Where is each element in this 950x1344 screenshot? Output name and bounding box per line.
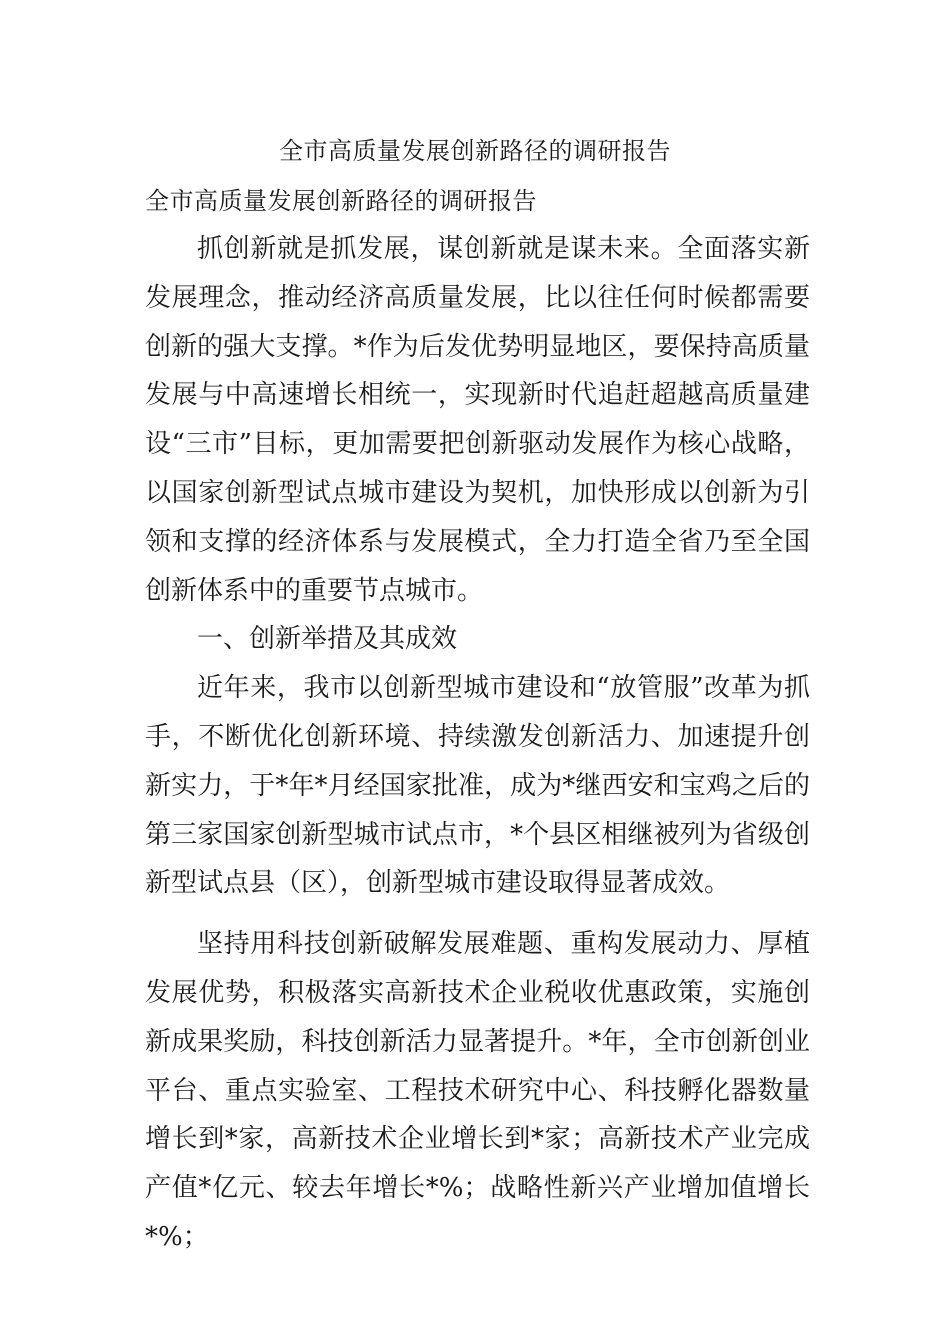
document-subtitle: 全市高质量发展创新路径的调研报告: [145, 187, 537, 215]
paragraph-intro: 抓创新就是抓发展，谋创新就是谋未来。全面落实新发展理念，推动经济高质量发展，比以往任何时候都需要创新的强大支撑。*作为后发优势明显地区，要保持高质量发展与中高速增长相统一，实现新时代追赶超越高质量建设“三市”目标，更加需要把创新驱动发展作为核心战略，以国家创新型试点城市建设为契机，加快形成以创新为引领和支撑的经济体系与发展模式，全力打造全省乃至全国创新体系中的重要节点城市。: [145, 234, 810, 606]
document-title: 全市高质量发展创新路径的调研报告: [279, 137, 671, 165]
document-body: [145, 225, 810, 1262]
paragraph-innovation: 坚持用科技创新破解发展难题、重构发展动力、厚植发展优势，积极落实高新技术企业税收优惠政策，实施创新成果奖励，科技创新活力显著提升。*年，全市创新创业平台、重点实验室、工程技术研究中心、科技孵化器数量增长到*家，高新技术企业增长到*家；高新技术产业完成产值*亿元、较去年增长*%；战略性新兴产业增加值增长*%；: [145, 929, 810, 1252]
section-heading: 一、创新举措及其成效: [197, 624, 458, 655]
paragraph-measures: 近年来，我市以创新型城市建设和“放管服”改革为抓手，不断优化创新环境、持续激发创新活力、加速提升创新实力，于*年*月经国家批准，成为*继西安和宝鸡之后的第三家国家创新型城市试点市，*个县区相继被列为省级创新型试点县（区），创新型城市建设取得显著成效。: [145, 673, 810, 899]
